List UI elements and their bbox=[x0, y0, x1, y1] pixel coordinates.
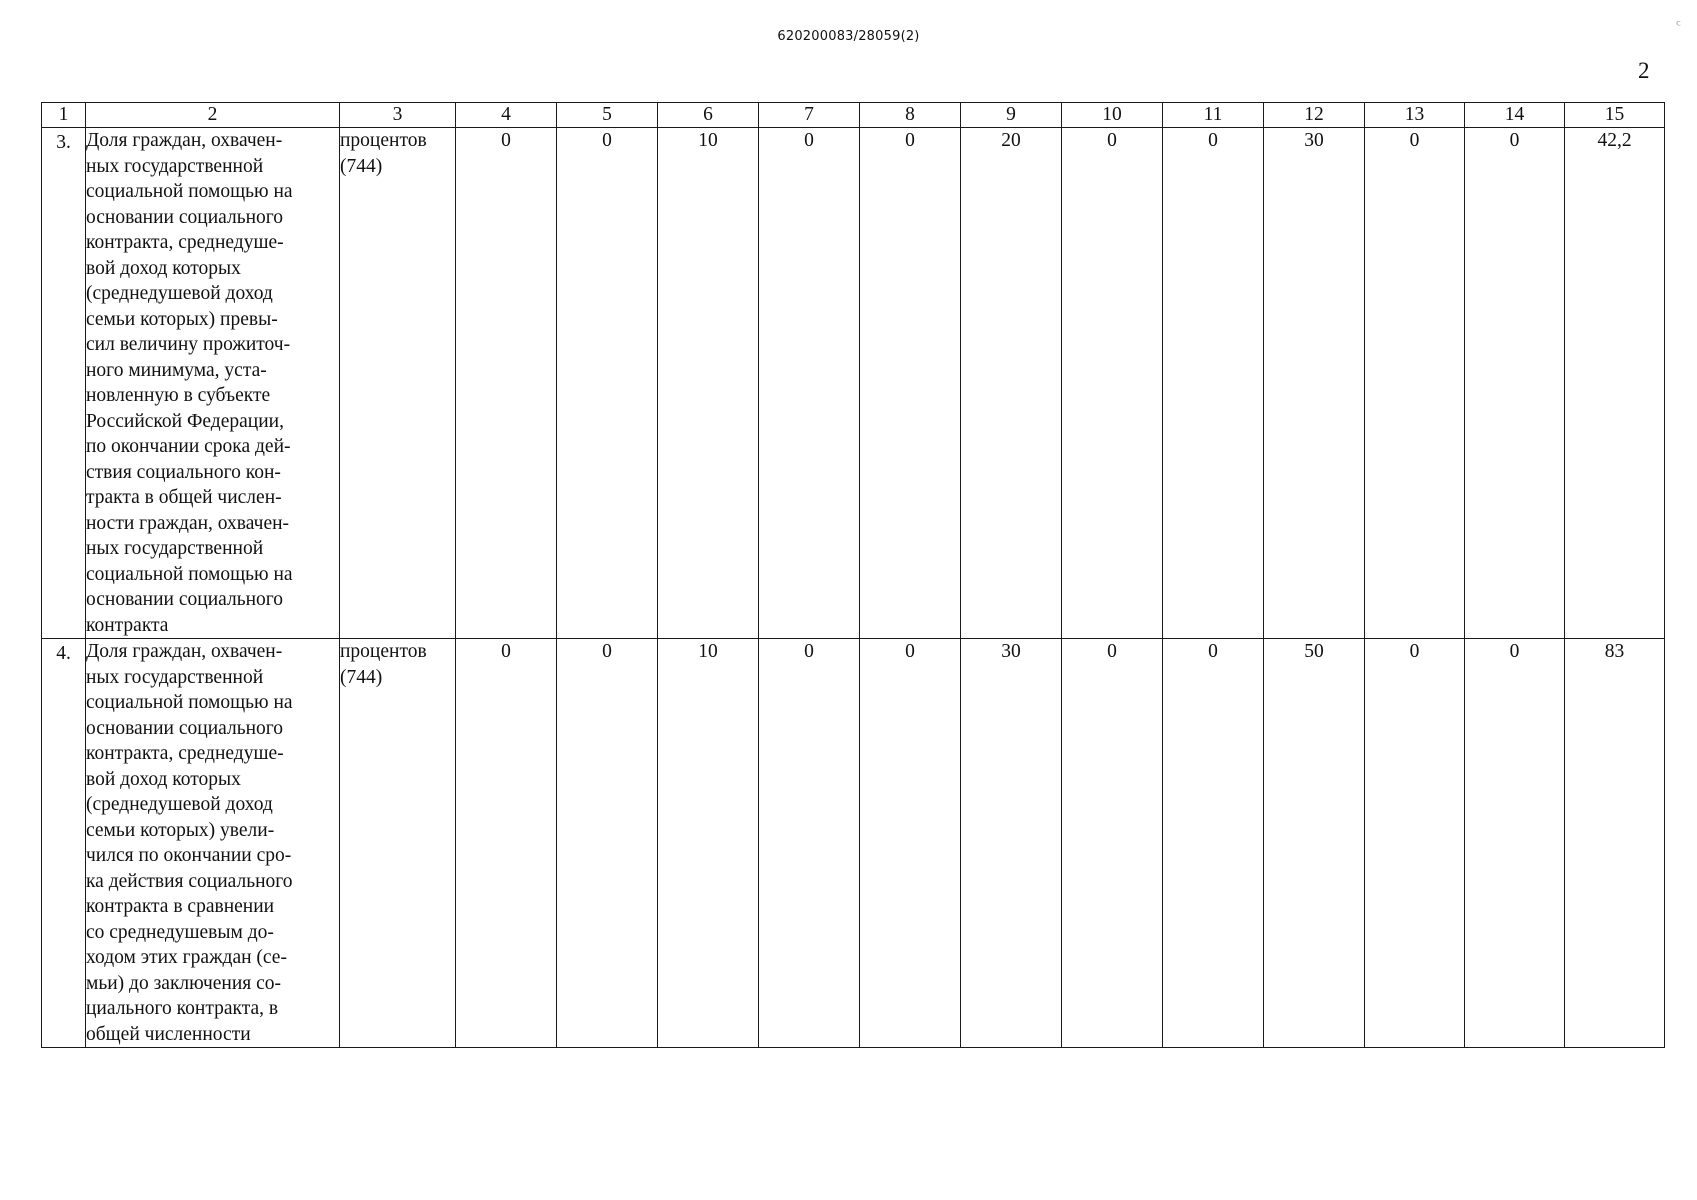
description-line: вой доход которых bbox=[86, 257, 241, 279]
column-header: 6 bbox=[658, 103, 759, 128]
column-header: 2 bbox=[86, 103, 340, 128]
column-header: 3 bbox=[340, 103, 456, 128]
description-line: ка действия социального bbox=[86, 870, 293, 892]
value-cell: 30 bbox=[961, 639, 1062, 1048]
column-number-header-row bbox=[42, 103, 1665, 128]
table-row bbox=[42, 128, 1665, 639]
description-line: социальной помощью на bbox=[86, 692, 293, 713]
description-line: ходом этих граждан (се- bbox=[86, 947, 287, 968]
description-line: контракта, среднедуше- bbox=[86, 232, 284, 253]
description-line: Доля граждан, охвачен- bbox=[86, 130, 283, 151]
description-line: циального контракта, в bbox=[86, 998, 279, 1019]
description-line: основании социального bbox=[86, 206, 284, 228]
unit-line: (744) bbox=[340, 155, 383, 177]
column-header: 11 bbox=[1163, 103, 1264, 128]
description-line: контракта, среднедуше- bbox=[86, 743, 284, 764]
value-cell: 0 bbox=[1062, 639, 1163, 1048]
column-header: 7 bbox=[759, 103, 860, 128]
column-header: 14 bbox=[1465, 103, 1565, 128]
value-cell: 0 bbox=[557, 639, 658, 1048]
value-cell: 0 bbox=[456, 128, 557, 639]
value-cell: 0 bbox=[456, 639, 557, 1048]
unit-line: процентов bbox=[340, 641, 427, 662]
description-line: ного минимума, уста- bbox=[86, 359, 267, 381]
description-line: ных государственной bbox=[86, 155, 264, 177]
unit-of-measure bbox=[340, 128, 456, 639]
value-cell: 83 bbox=[1565, 639, 1665, 1048]
column-header: 15 bbox=[1565, 103, 1665, 128]
description-line: сил величину прожиточ- bbox=[86, 334, 291, 355]
description-line: ных государственной bbox=[86, 538, 264, 559]
value-cell: 10 bbox=[658, 639, 759, 1048]
column-header: 1 bbox=[42, 103, 86, 128]
column-header: 10 bbox=[1062, 103, 1163, 128]
value-cell: 0 bbox=[1365, 639, 1465, 1048]
description-line: новленную в субъекте bbox=[86, 385, 271, 406]
description-line: (среднедушевой доход bbox=[86, 283, 273, 304]
description-line: вой доход которых bbox=[86, 768, 241, 790]
description-line: ных государственной bbox=[86, 666, 264, 688]
value-cell: 0 bbox=[860, 639, 961, 1048]
value-cell: 0 bbox=[557, 128, 658, 639]
document-id: 620200083/28059(2) bbox=[777, 29, 920, 44]
value-cell: 0 bbox=[860, 128, 961, 639]
description-line: ствия социального кон- bbox=[86, 461, 281, 483]
unit-line: процентов bbox=[340, 130, 427, 151]
description-line: контракта в сравнении bbox=[86, 896, 275, 917]
value-cell: 0 bbox=[759, 639, 860, 1048]
table-row bbox=[42, 639, 1665, 1048]
value-cell: 42,2 bbox=[1565, 128, 1665, 639]
row-number: 3. bbox=[42, 128, 86, 639]
description-line: Российской Федерации, bbox=[86, 410, 284, 432]
description-line: (среднедушевой доход bbox=[86, 794, 273, 815]
value-cell: 10 bbox=[658, 128, 759, 639]
description-line: тракта в общей числен- bbox=[86, 487, 282, 508]
indicators-table bbox=[41, 102, 1665, 1048]
unit-of-measure bbox=[340, 639, 456, 1048]
column-header: 12 bbox=[1264, 103, 1365, 128]
value-cell: 0 bbox=[1163, 639, 1264, 1048]
value-cell: 0 bbox=[1163, 128, 1264, 639]
description-line: по окончании срока дей- bbox=[86, 436, 291, 457]
column-header: 5 bbox=[557, 103, 658, 128]
page-number: 2 bbox=[1638, 58, 1650, 83]
description-line: ности граждан, охвачен- bbox=[86, 512, 290, 534]
column-header: 13 bbox=[1365, 103, 1465, 128]
description-line: основании социального bbox=[86, 717, 284, 739]
corner-scan-mark: ᶜ bbox=[1676, 18, 1682, 34]
value-cell: 0 bbox=[1465, 639, 1565, 1048]
value-cell: 50 bbox=[1264, 639, 1365, 1048]
description-line: основании социального bbox=[86, 589, 284, 610]
unit-line: (744) bbox=[340, 666, 383, 688]
column-header: 9 bbox=[961, 103, 1062, 128]
value-cell: 0 bbox=[1365, 128, 1465, 639]
row-number: 4. bbox=[42, 639, 86, 1048]
description-line: социальной помощью на bbox=[86, 563, 293, 585]
description-line: контракта bbox=[86, 614, 169, 636]
column-header: 4 bbox=[456, 103, 557, 128]
description-line: чился по окончании сро- bbox=[86, 845, 292, 866]
description-line: Доля граждан, охвачен- bbox=[86, 641, 283, 662]
value-cell: 30 bbox=[1264, 128, 1365, 639]
column-header: 8 bbox=[860, 103, 961, 128]
description-line: мьи) до заключения со- bbox=[86, 972, 282, 994]
value-cell: 0 bbox=[759, 128, 860, 639]
description-line: социальной помощью на bbox=[86, 181, 293, 202]
description-line: семьи которых) превы- bbox=[86, 308, 278, 330]
value-cell: 20 bbox=[961, 128, 1062, 639]
description-line: со среднедушевым до- bbox=[86, 921, 274, 943]
value-cell: 0 bbox=[1465, 128, 1565, 639]
description-line: общей численности bbox=[86, 1023, 251, 1045]
value-cell: 0 bbox=[1062, 128, 1163, 639]
indicator-description bbox=[86, 128, 340, 639]
indicator-description bbox=[86, 639, 340, 1048]
description-line: семьи которых) увели- bbox=[86, 819, 275, 841]
